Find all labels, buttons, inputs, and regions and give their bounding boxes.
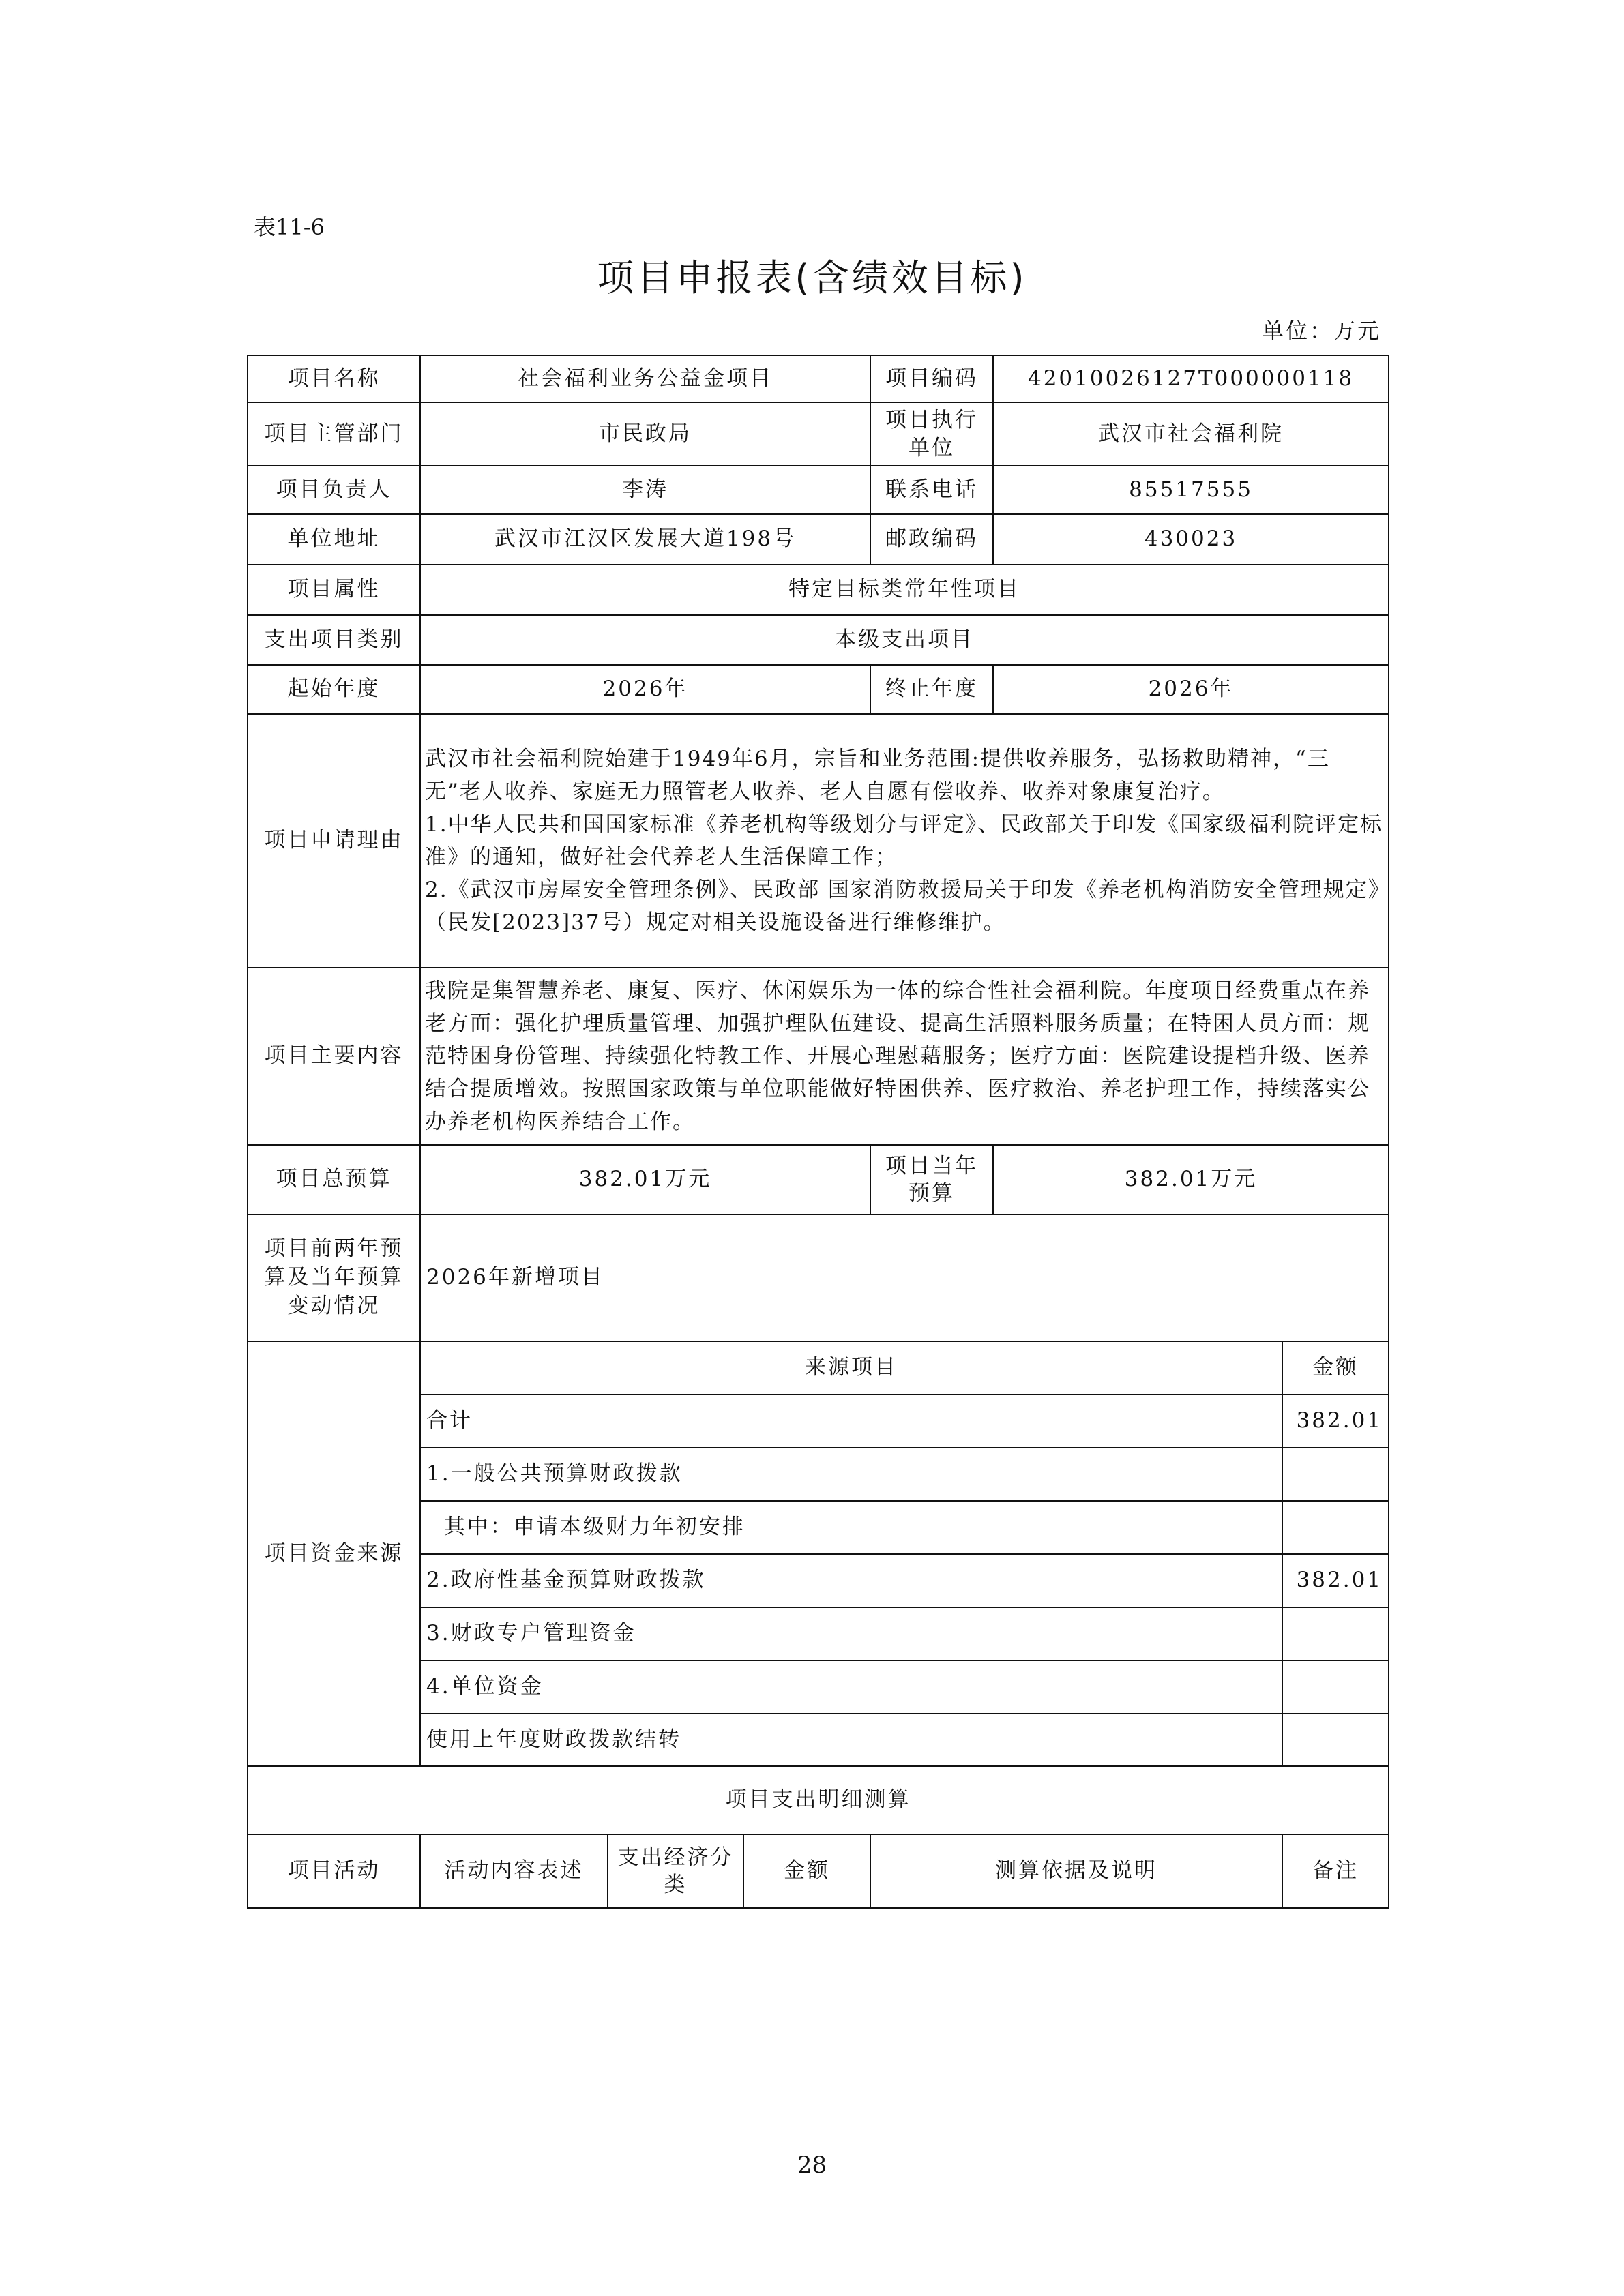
col-remark: 备注 bbox=[1282, 1834, 1389, 1908]
phone-value: 85517555 bbox=[993, 466, 1389, 514]
row-change bbox=[248, 1214, 1389, 1341]
row-budget bbox=[248, 1145, 1389, 1214]
address-label: 单位地址 bbox=[248, 514, 420, 565]
funding-amount: 382.01 bbox=[1282, 1554, 1389, 1607]
project-name-value: 社会福利业务公益金项目 bbox=[420, 355, 870, 402]
row-project-name bbox=[248, 355, 1389, 402]
row-attr bbox=[248, 565, 1389, 615]
detail-header-row bbox=[248, 1834, 1389, 1908]
leader-label: 项目负责人 bbox=[248, 466, 420, 514]
end-year-label: 终止年度 bbox=[870, 665, 993, 714]
category-value: 本级支出项目 bbox=[420, 615, 1389, 665]
funding-source: 3.财政专户管理资金 bbox=[420, 1607, 1282, 1660]
col-basis: 测算依据及说明 bbox=[870, 1834, 1282, 1908]
funding-source: 使用上年度财政拨款结转 bbox=[420, 1714, 1282, 1766]
total-budget-label: 项目总预算 bbox=[248, 1145, 420, 1214]
funding-source: 合计 bbox=[420, 1395, 1282, 1448]
dept-value: 市民政局 bbox=[420, 402, 870, 466]
content-text: 我院是集智慧养老、康复、医疗、休闲娱乐为一体的综合性社会福利院。年度项目经费重点在养老方面：强化护理质量管理、加强护理队伍建设、提高生活照料服务质量；在特困人员方面：规范特困身份管理、持续强化特教工作、开展心理慰藉服务；医疗方面：医院建设提档升级、医养结合提质增效。按照国家政策与单位职能做好特困供养、医疗救治、养老护理工作，持续落实公办养老机构医养结合工作。 bbox=[420, 968, 1389, 1145]
funding-source-header: 来源项目 bbox=[420, 1341, 1282, 1395]
col-activity: 项目活动 bbox=[248, 1834, 420, 1908]
funding-header-row bbox=[248, 1341, 1389, 1395]
reason-label: 项目申请理由 bbox=[248, 714, 420, 968]
page-number: 28 bbox=[797, 2151, 827, 2179]
dept-label: 项目主管部门 bbox=[248, 402, 420, 466]
row-years bbox=[248, 665, 1389, 714]
postcode-label: 邮政编码 bbox=[870, 514, 993, 565]
col-activity-desc: 活动内容表述 bbox=[420, 1834, 608, 1908]
funding-amount: 382.01 bbox=[1282, 1395, 1389, 1448]
reason-text: 武汉市社会福利院始建于1949年6月，宗旨和业务范围:提供收养服务，弘扬救助精神，“三无”老人收养、家庭无力照管老人收养、老人自愿有偿收养、收养对象康复治疗。 1.中华人民共和国国家标准《养老机构等级划分与评定》、民政部关于印发《国家级福利院评定标准》的通知，做好社会代养老人生活保障工作； 2.《武汉市房屋安全管理条例》、民政部 国家消防救援局关于印发《养老机构消防安全管理规定》（民发[2023]37号）规定对相关设施设备进行维修维护。 bbox=[420, 714, 1389, 968]
change-value: 2026年新增项目 bbox=[420, 1214, 1389, 1341]
leader-value: 李涛 bbox=[420, 466, 870, 514]
funding-amount bbox=[1282, 1501, 1389, 1554]
end-year-value: 2026年 bbox=[993, 665, 1389, 714]
funding-amount bbox=[1282, 1714, 1389, 1766]
detail-heading-row bbox=[248, 1766, 1389, 1834]
row-category bbox=[248, 615, 1389, 665]
table-number: 表11-6 bbox=[254, 214, 325, 240]
total-budget-value: 382.01万元 bbox=[420, 1145, 870, 1214]
funding-source: 1.一般公共预算财政拨款 bbox=[420, 1448, 1282, 1501]
content-label: 项目主要内容 bbox=[248, 968, 420, 1145]
col-amount: 金额 bbox=[743, 1834, 870, 1908]
exec-unit-label: 项目执行单位 bbox=[870, 402, 993, 466]
funding-source: 4.单位资金 bbox=[420, 1660, 1282, 1714]
address-value: 武汉市江汉区发展大道198号 bbox=[420, 514, 870, 565]
row-reason bbox=[248, 714, 1389, 968]
funding-amount bbox=[1282, 1448, 1389, 1501]
project-code-value: 42010026127T000000118 bbox=[993, 355, 1389, 402]
phone-label: 联系电话 bbox=[870, 466, 993, 514]
project-name-label: 项目名称 bbox=[248, 355, 420, 402]
funding-amount-header: 金额 bbox=[1282, 1341, 1389, 1395]
exec-unit-value: 武汉市社会福利院 bbox=[993, 402, 1389, 466]
attr-value: 特定目标类常年性项目 bbox=[420, 565, 1389, 615]
funding-label: 项目资金来源 bbox=[248, 1341, 420, 1766]
unit-label: 单位：万元 bbox=[1261, 318, 1381, 344]
funding-source: 2.政府性基金预算财政拨款 bbox=[420, 1554, 1282, 1607]
funding-amount bbox=[1282, 1607, 1389, 1660]
postcode-value: 430023 bbox=[993, 514, 1389, 565]
start-year-label: 起始年度 bbox=[248, 665, 420, 714]
category-label: 支出项目类别 bbox=[248, 615, 420, 665]
year-budget-value: 382.01万元 bbox=[993, 1145, 1389, 1214]
attr-label: 项目属性 bbox=[248, 565, 420, 615]
page-title: 项目申报表(含绩效目标) bbox=[597, 256, 1027, 299]
project-declaration-table bbox=[247, 355, 1389, 1909]
funding-source: 其中：申请本级财力年初安排 bbox=[420, 1501, 1282, 1554]
detail-heading: 项目支出明细测算 bbox=[248, 1766, 1389, 1834]
change-label: 项目前两年预算及当年预算变动情况 bbox=[248, 1214, 420, 1341]
project-code-label: 项目编码 bbox=[870, 355, 993, 402]
year-budget-label: 项目当年预算 bbox=[870, 1145, 993, 1214]
row-address bbox=[248, 514, 1389, 565]
row-content bbox=[248, 968, 1389, 1145]
row-dept bbox=[248, 402, 1389, 466]
funding-amount bbox=[1282, 1660, 1389, 1714]
col-economic-class: 支出经济分类 bbox=[608, 1834, 743, 1908]
row-leader bbox=[248, 466, 1389, 514]
start-year-value: 2026年 bbox=[420, 665, 870, 714]
